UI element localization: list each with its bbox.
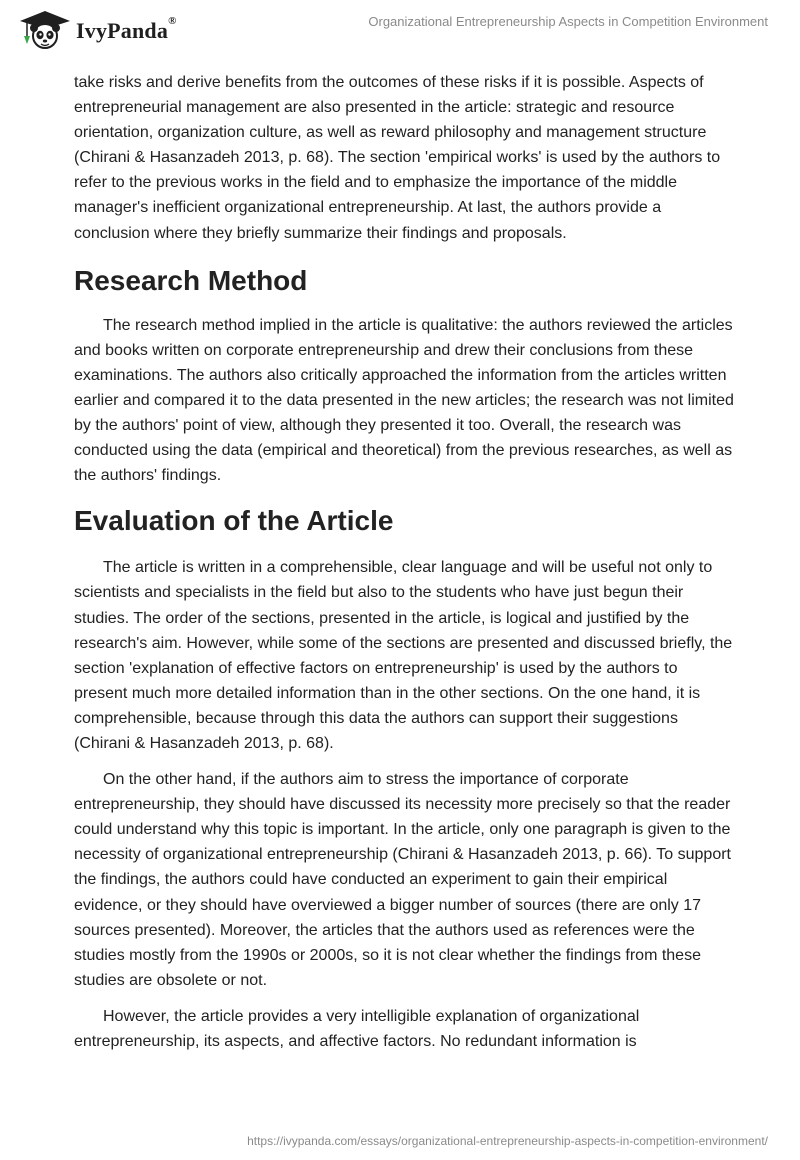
evaluation-paragraph-1: The article is written in a comprehensible, clear language and will be useful not only to scientists and specialists in the field but also to the students who have just begun their studies. The order of the sections, presented in the article, is logical and justified by the research's aim. However, while some of the sections are presented and discussed briefly, the section 'explanation of effective factors on entrepreneurship' is used by the authors to present much more detailed information than in the other sections. On the one hand, it is comprehensible, because through this data the authors can support their suggestions (Chirani & Hasanzadeh 2013, p. 68). [74, 559, 733, 752]
page-header [0, 0, 800, 60]
document-title: Organizational Entrepreneurship Aspects in Competition Environment [368, 14, 768, 29]
evaluation-paragraph-3: However, the article provides a very intelligible explanation of organizational entrepreneurship, its aspects, and affective factors. No redundant information is [74, 1007, 640, 1050]
research-method-paragraph: The research method implied in the article is qualitative: the authors reviewed the articles and books written on corporate entrepreneurship and drew their conclusions from these examinations. The authors also critically approached the information from the articles written earlier and compared it to the data presented in the new articles; the research was not limited by the authors' point of view, although they presented it too. Overall, the research was conducted using the data (empirical and theoretical) from the previous researches, as well as the authors' findings. [74, 316, 734, 485]
essay-content [74, 70, 734, 1065]
brand-name [76, 15, 177, 44]
brand-name-text: IvyPanda [76, 18, 169, 43]
intro-paragraph: take risks and derive benefits from the outcomes of these risks if it is possible. Aspects of entrepreneurial management are also presented in the article: strategic and resource orientation, organization culture, as well as reward philosophy and management structure (Chirani & Hasanzadeh 2013, p. 68). The section 'empirical works' is used by the authors to refer to the previous works in the field and to emphasize the importance of the middle manager's inefficient organizational entrepreneurship. At last, the authors provide a conclusion where they briefly summarize their findings and proposals. [74, 74, 721, 242]
registered-mark: ® [168, 15, 177, 27]
section-heading-evaluation: Evaluation of the Article [74, 505, 394, 537]
section-heading-research-method: Research Method [74, 264, 308, 296]
ivypanda-logo[interactable] [14, 8, 214, 52]
panda-graduate-icon [14, 8, 76, 52]
evaluation-paragraph-2: On the other hand, if the authors aim to stress the importance of corporate entrepreneurship, they should have discussed its necessity more precisely so that the reader could understand why this topic is important. In the article, only one paragraph is given to the necessity of organizational entrepreneurship (Chirani & Hasanzadeh 2013, p. 66). To support the findings, the authors could have conducted an experiment to gain their empirical evidence, or they should have overviewed a bigger number of sources (there are only 17 sources presented). Moreover, the articles that the authors used as references were the studies mostly from the 1990s or 2000s, so it is not clear whether the findings from these studies are obsolete or not. [74, 771, 731, 989]
source-url-link[interactable]: https://ivypanda.com/essays/organizational-entrepreneurship-aspects-in-competition-environment/ [247, 1134, 768, 1148]
